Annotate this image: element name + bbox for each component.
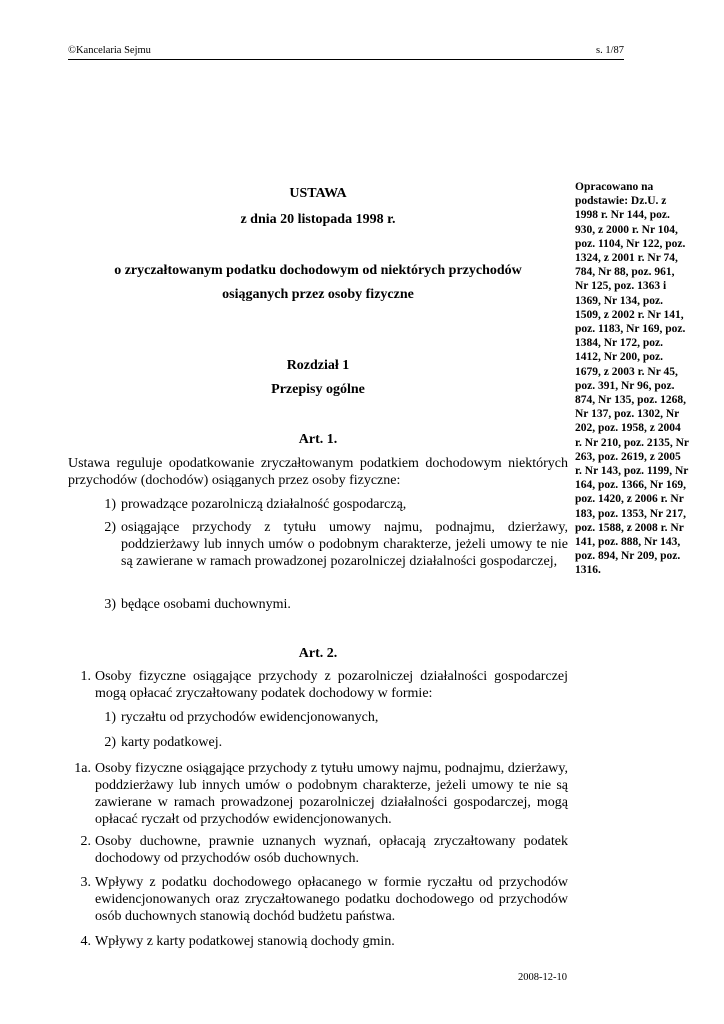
art2-item-text: ryczałtu od przychodów ewidencjonowanych,: [121, 710, 379, 725]
art1-item-text: prowadzące pozarolniczą działalność gospodarczą,: [121, 497, 407, 512]
art2-par-text: Wpływy z karty podatkowej stanowią dochody gmin.: [95, 934, 395, 949]
art2-par-text: Osoby duchowne, prawnie uznanych wyznań, opłacają zryczałtowany podatek dochodowy od przychodów osób duchownych.: [95, 834, 568, 866]
art1-item-number: 2): [104, 520, 116, 535]
page-number: s. 1/87: [595, 45, 624, 56]
art2-par-number: 4.: [80, 934, 91, 949]
chapter-name: Przepisy ogólne: [271, 382, 365, 397]
art2-par-number: 3.: [80, 875, 91, 890]
art2-par-number: 1a.: [74, 761, 91, 776]
art2-par-text: Osoby fizyczne osiągające przychody z pozarolniczej działalności gospodarczej mogą opłacać zryczałtowany podatek dochodowy w formie:: [95, 669, 568, 701]
act-date: z dnia 20 listopada 1998 r.: [240, 212, 396, 227]
art2-item-text: karty podatkowej.: [121, 735, 223, 750]
publisher-label: ©Kancelaria Sejmu: [68, 45, 151, 56]
art1-intro: Ustawa reguluje opodatkowanie zryczałtowanym podatkiem dochodowym niektórych przychodów (dochodów) osiąganych przez osoby fizyczne:: [68, 456, 568, 488]
act-subject-line2: osiąganych przez osoby fizyczne: [222, 287, 414, 302]
act-subject-line1: o zryczałtowanym podatku dochodowym od niektórych przychodów: [114, 263, 522, 278]
art2-item-number: 2): [104, 735, 116, 750]
art1-item-number: 1): [104, 497, 116, 512]
art1-heading: Art. 1.: [298, 432, 338, 447]
chapter-label: Rozdział 1: [286, 358, 350, 373]
art2-heading: Art. 2.: [298, 646, 338, 661]
art2-par-number: 1.: [80, 669, 91, 684]
art1-item-text: będące osobami duchownymi.: [121, 597, 291, 612]
art1-item-text: osiągające przychody z tytułu umowy najmu, podnajmu, dzierżawy, poddzierżawy lub innych umów o podobnym charakterze, jeżeli umowy te nie są zawierane w ramach prowadzonej pozarolniczej działalności gospodarczej,: [121, 520, 568, 569]
act-type-title: USTAWA: [289, 186, 347, 201]
art2-par-text: Wpływy z podatku dochodowego opłacanego w formie ryczałtu od przychodów ewidencjonowanych oraz zryczałtowanego podatku dochodowego od przychodów osób duchownych stanowią dochód budżetu państwa.: [95, 875, 568, 924]
art2-par-text: Osoby fizyczne osiągające przychody z tytułu umowy najmu, podnajmu, dzierżawy, poddzierżawy lub innych umów o podobnym charakterze, jeżeli umowy te nie są zawierane w ramach prowadzonej pozarolniczej działalności gospodarczej, mogą opłacać ryczałt od przychodów ewidencjonowanych.: [95, 761, 568, 827]
page-header: [68, 45, 624, 60]
art1-item-number: 3): [104, 597, 116, 612]
footer-date: 2008-12-10: [518, 972, 567, 983]
source-note-sidebar: Opracowano na podstawie: Dz.U. z 1998 r. Nr 144, poz. 930, z 2000 r. Nr 104, poz. 1104, Nr 122, poz. 1324, z 2001 r. Nr 74, 784, Nr 88, poz. 961, Nr 125, poz. 1363 i 1369, Nr 134, poz. 1509, z 2002 r. Nr 141, poz. 1183, Nr 169, poz. 1384, Nr 172, poz. 1412, Nr 200, poz. 1679, z 2003 r. Nr 45, poz. 391, Nr 96, poz. 874, Nr 135, poz. 1268, Nr 137, poz. 1302, Nr 202, poz. 1958, z 2004 r. Nr 210, poz. 2135, Nr 263, poz. 2619, z 2005 r. Nr 143, poz. 1199, Nr 164, poz. 1366, Nr 169, poz. 1420, z 2006 r. Nr 183, poz. 1353, Nr 217, poz. 1588, z 2008 r. Nr 141, poz. 888, Nr 143, poz. 894, Nr 209, poz. 1316.: [575, 181, 689, 577]
art2-par-number: 2.: [80, 834, 91, 849]
art2-item-number: 1): [104, 710, 116, 725]
